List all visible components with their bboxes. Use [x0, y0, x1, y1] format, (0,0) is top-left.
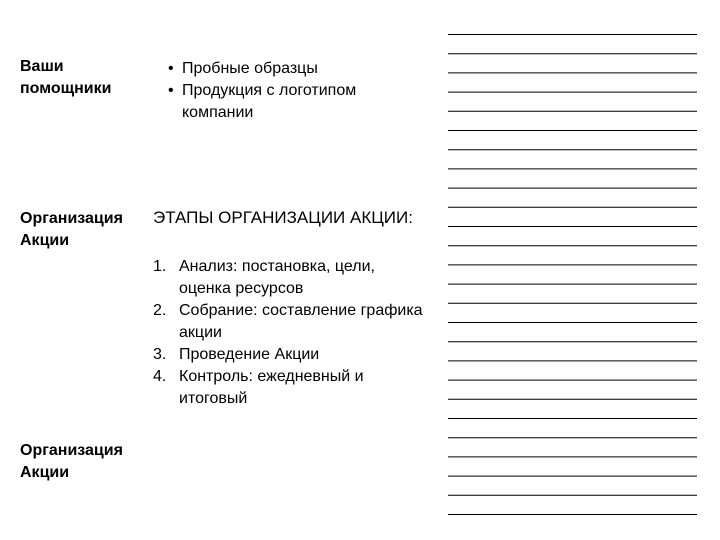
stage-text: Контроль: ежедневный и итоговый: [179, 368, 364, 407]
stage-text: Проведение Акции: [179, 346, 320, 363]
helper-item: • Пробные образцы: [168, 58, 428, 80]
note-lines: [448, 34, 697, 524]
stage-number: 4.: [153, 368, 167, 385]
stage-number: 3.: [153, 346, 167, 363]
stages-title: ЭТАПЫ ОРГАНИЗАЦИИ АКЦИИ:: [153, 208, 413, 227]
organization-label-2: Организация Акции: [20, 442, 123, 481]
organization-label: Организация Акции: [20, 210, 123, 249]
helper-item: • Продукция с логотипом компании: [168, 80, 428, 124]
helpers-label: Ваши помощники: [20, 58, 112, 97]
stage-item: [153, 300, 423, 344]
stages-list: [153, 256, 423, 410]
stage-number: 1.: [153, 258, 167, 275]
stage-item: [153, 256, 423, 300]
stage-item: [153, 344, 423, 366]
stage-text: Анализ: постановка, цели, оценка ресурсов: [179, 258, 375, 297]
helpers-list: [168, 58, 428, 124]
stage-item: [153, 366, 423, 410]
stage-text: Собрание: составление графика акции: [179, 302, 423, 341]
stage-number: 2.: [153, 302, 167, 319]
